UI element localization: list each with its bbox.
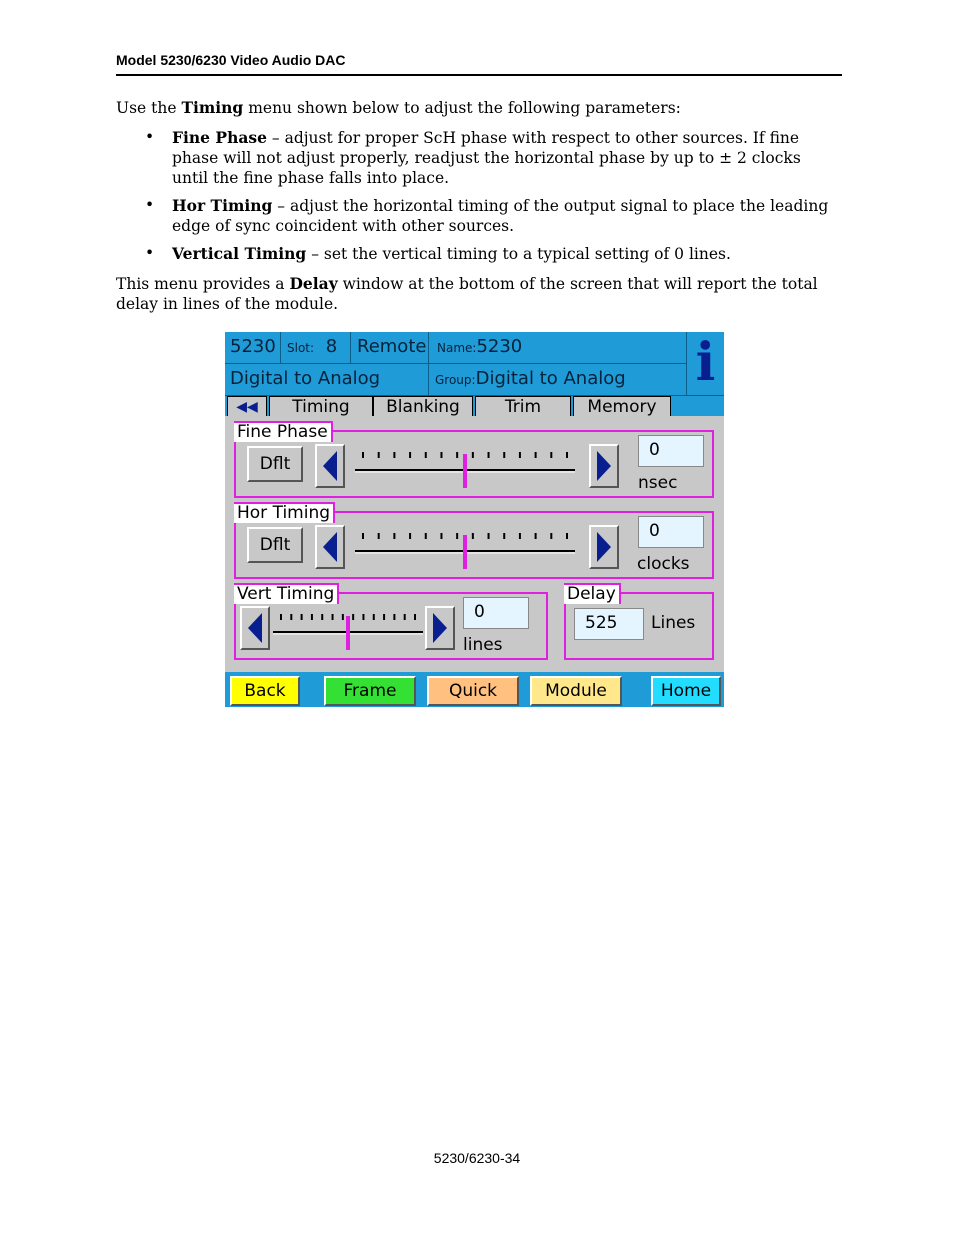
- name-value: 5230: [476, 336, 523, 357]
- delay-value: 525: [574, 608, 644, 640]
- model-cell: 5230: [225, 332, 281, 364]
- vert-timing-decrease-button[interactable]: [240, 606, 270, 650]
- hor-timing-slider[interactable]: [355, 527, 575, 571]
- timing-menu-screenshot: [225, 332, 724, 707]
- fine-phase-increase-button[interactable]: [589, 444, 619, 488]
- hor-timing-unit: clocks: [637, 554, 690, 574]
- hor-timing-increase-button[interactable]: [589, 525, 619, 569]
- mode-cell: Remote: [351, 332, 429, 364]
- bullet-vertical-timing: [172, 244, 832, 264]
- bullet-text: – adjust the horizontal timing of the output signal to place the leading edge of sync coincident with other sources.: [172, 197, 829, 235]
- info-icon: i: [695, 332, 716, 393]
- nav-module-button[interactable]: Module: [530, 676, 622, 706]
- delay-text-1: This menu provides a: [116, 275, 290, 293]
- slider-handle[interactable]: [346, 616, 350, 650]
- fine-phase-value[interactable]: 0: [638, 435, 704, 467]
- hor-timing-default-button[interactable]: Dflt: [247, 527, 303, 563]
- name-cell: [429, 332, 687, 364]
- bullet-text: – set the vertical timing to a typical setting of 0 lines.: [306, 245, 731, 263]
- delay-text-2: window at the bottom of the screen that will report the total delay in lines of the module.: [116, 275, 818, 313]
- vert-timing-slider[interactable]: [273, 608, 423, 652]
- left-arrow-icon: [317, 446, 343, 486]
- group-value: Digital to Analog: [475, 368, 626, 389]
- group-cell: [429, 364, 687, 396]
- fine-phase-decrease-button[interactable]: [315, 444, 345, 488]
- slot-label: Slot:: [287, 341, 315, 355]
- nav-quick-button[interactable]: Quick: [427, 676, 519, 706]
- intro-text-1: Use the: [116, 99, 182, 117]
- left-arrow-icon: [242, 608, 268, 648]
- fine-phase-label: Fine Phase: [234, 421, 333, 442]
- bullet-mark: •: [145, 128, 155, 146]
- bullet-bold: Fine Phase: [172, 128, 267, 147]
- bullet-bold: Hor Timing: [172, 196, 273, 215]
- name-label: Name:: [437, 341, 477, 355]
- right-arrow-icon: [591, 446, 617, 486]
- vert-timing-increase-button[interactable]: [425, 606, 455, 650]
- delay-bold: Delay: [289, 274, 338, 293]
- vert-timing-unit: lines: [463, 635, 503, 655]
- tab-trim[interactable]: Trim: [475, 396, 571, 416]
- right-arrow-icon: [427, 608, 453, 648]
- tab-blanking[interactable]: Blanking: [373, 396, 473, 416]
- fine-phase-slider[interactable]: [355, 446, 575, 490]
- bullet-text: – adjust for proper ScH phase with respect to other sources. If fine phase will not adjust properly, readjust the horizontal phase by up to ± 2 clocks until the fine phase falls into place.: [172, 129, 801, 187]
- page-number: 5230/6230-34: [433, 1150, 521, 1166]
- slider-handle[interactable]: [463, 454, 467, 488]
- intro-bold: Timing: [181, 98, 244, 117]
- group-label: Group:: [435, 373, 476, 387]
- description-cell: Digital to Analog: [225, 364, 429, 396]
- tab-memory[interactable]: Memory: [573, 396, 671, 416]
- bullet-bold: Vertical Timing: [172, 244, 307, 263]
- nav-frame-button[interactable]: Frame: [324, 676, 416, 706]
- hor-timing-label: Hor Timing: [234, 502, 335, 523]
- slider-handle[interactable]: [463, 535, 467, 569]
- intro-paragraph: [116, 98, 842, 118]
- slot-cell: [281, 332, 351, 364]
- left-arrow-icon: [317, 527, 343, 567]
- page-header-title: Model 5230/6230 Video Audio DAC: [116, 52, 346, 68]
- fine-phase-default-button[interactable]: Dflt: [247, 446, 303, 482]
- vert-timing-value[interactable]: 0: [463, 597, 529, 629]
- delay-paragraph: [116, 274, 842, 314]
- nav-back-button[interactable]: Back: [230, 676, 300, 706]
- fine-phase-unit: nsec: [638, 473, 678, 493]
- vert-timing-label: Vert Timing: [234, 583, 339, 604]
- nav-home-button[interactable]: Home: [651, 676, 721, 706]
- info-button[interactable]: [687, 332, 724, 396]
- slot-value: 8: [325, 336, 338, 357]
- tabs-back-icon[interactable]: ◀◀: [227, 396, 267, 416]
- delay-unit: Lines: [651, 613, 696, 633]
- bullet-mark: •: [145, 196, 155, 214]
- hor-timing-value[interactable]: 0: [638, 516, 704, 548]
- intro-text-2: menu shown below to adjust the following parameters:: [243, 99, 681, 117]
- delay-label: Delay: [564, 583, 621, 604]
- right-arrow-icon: [591, 527, 617, 567]
- bullet-hor-timing: [172, 196, 832, 236]
- header-rule: [116, 74, 842, 76]
- bullet-fine-phase: [172, 128, 832, 188]
- hor-timing-decrease-button[interactable]: [315, 525, 345, 569]
- tab-timing[interactable]: Timing: [269, 396, 373, 416]
- bullet-mark: •: [145, 244, 155, 262]
